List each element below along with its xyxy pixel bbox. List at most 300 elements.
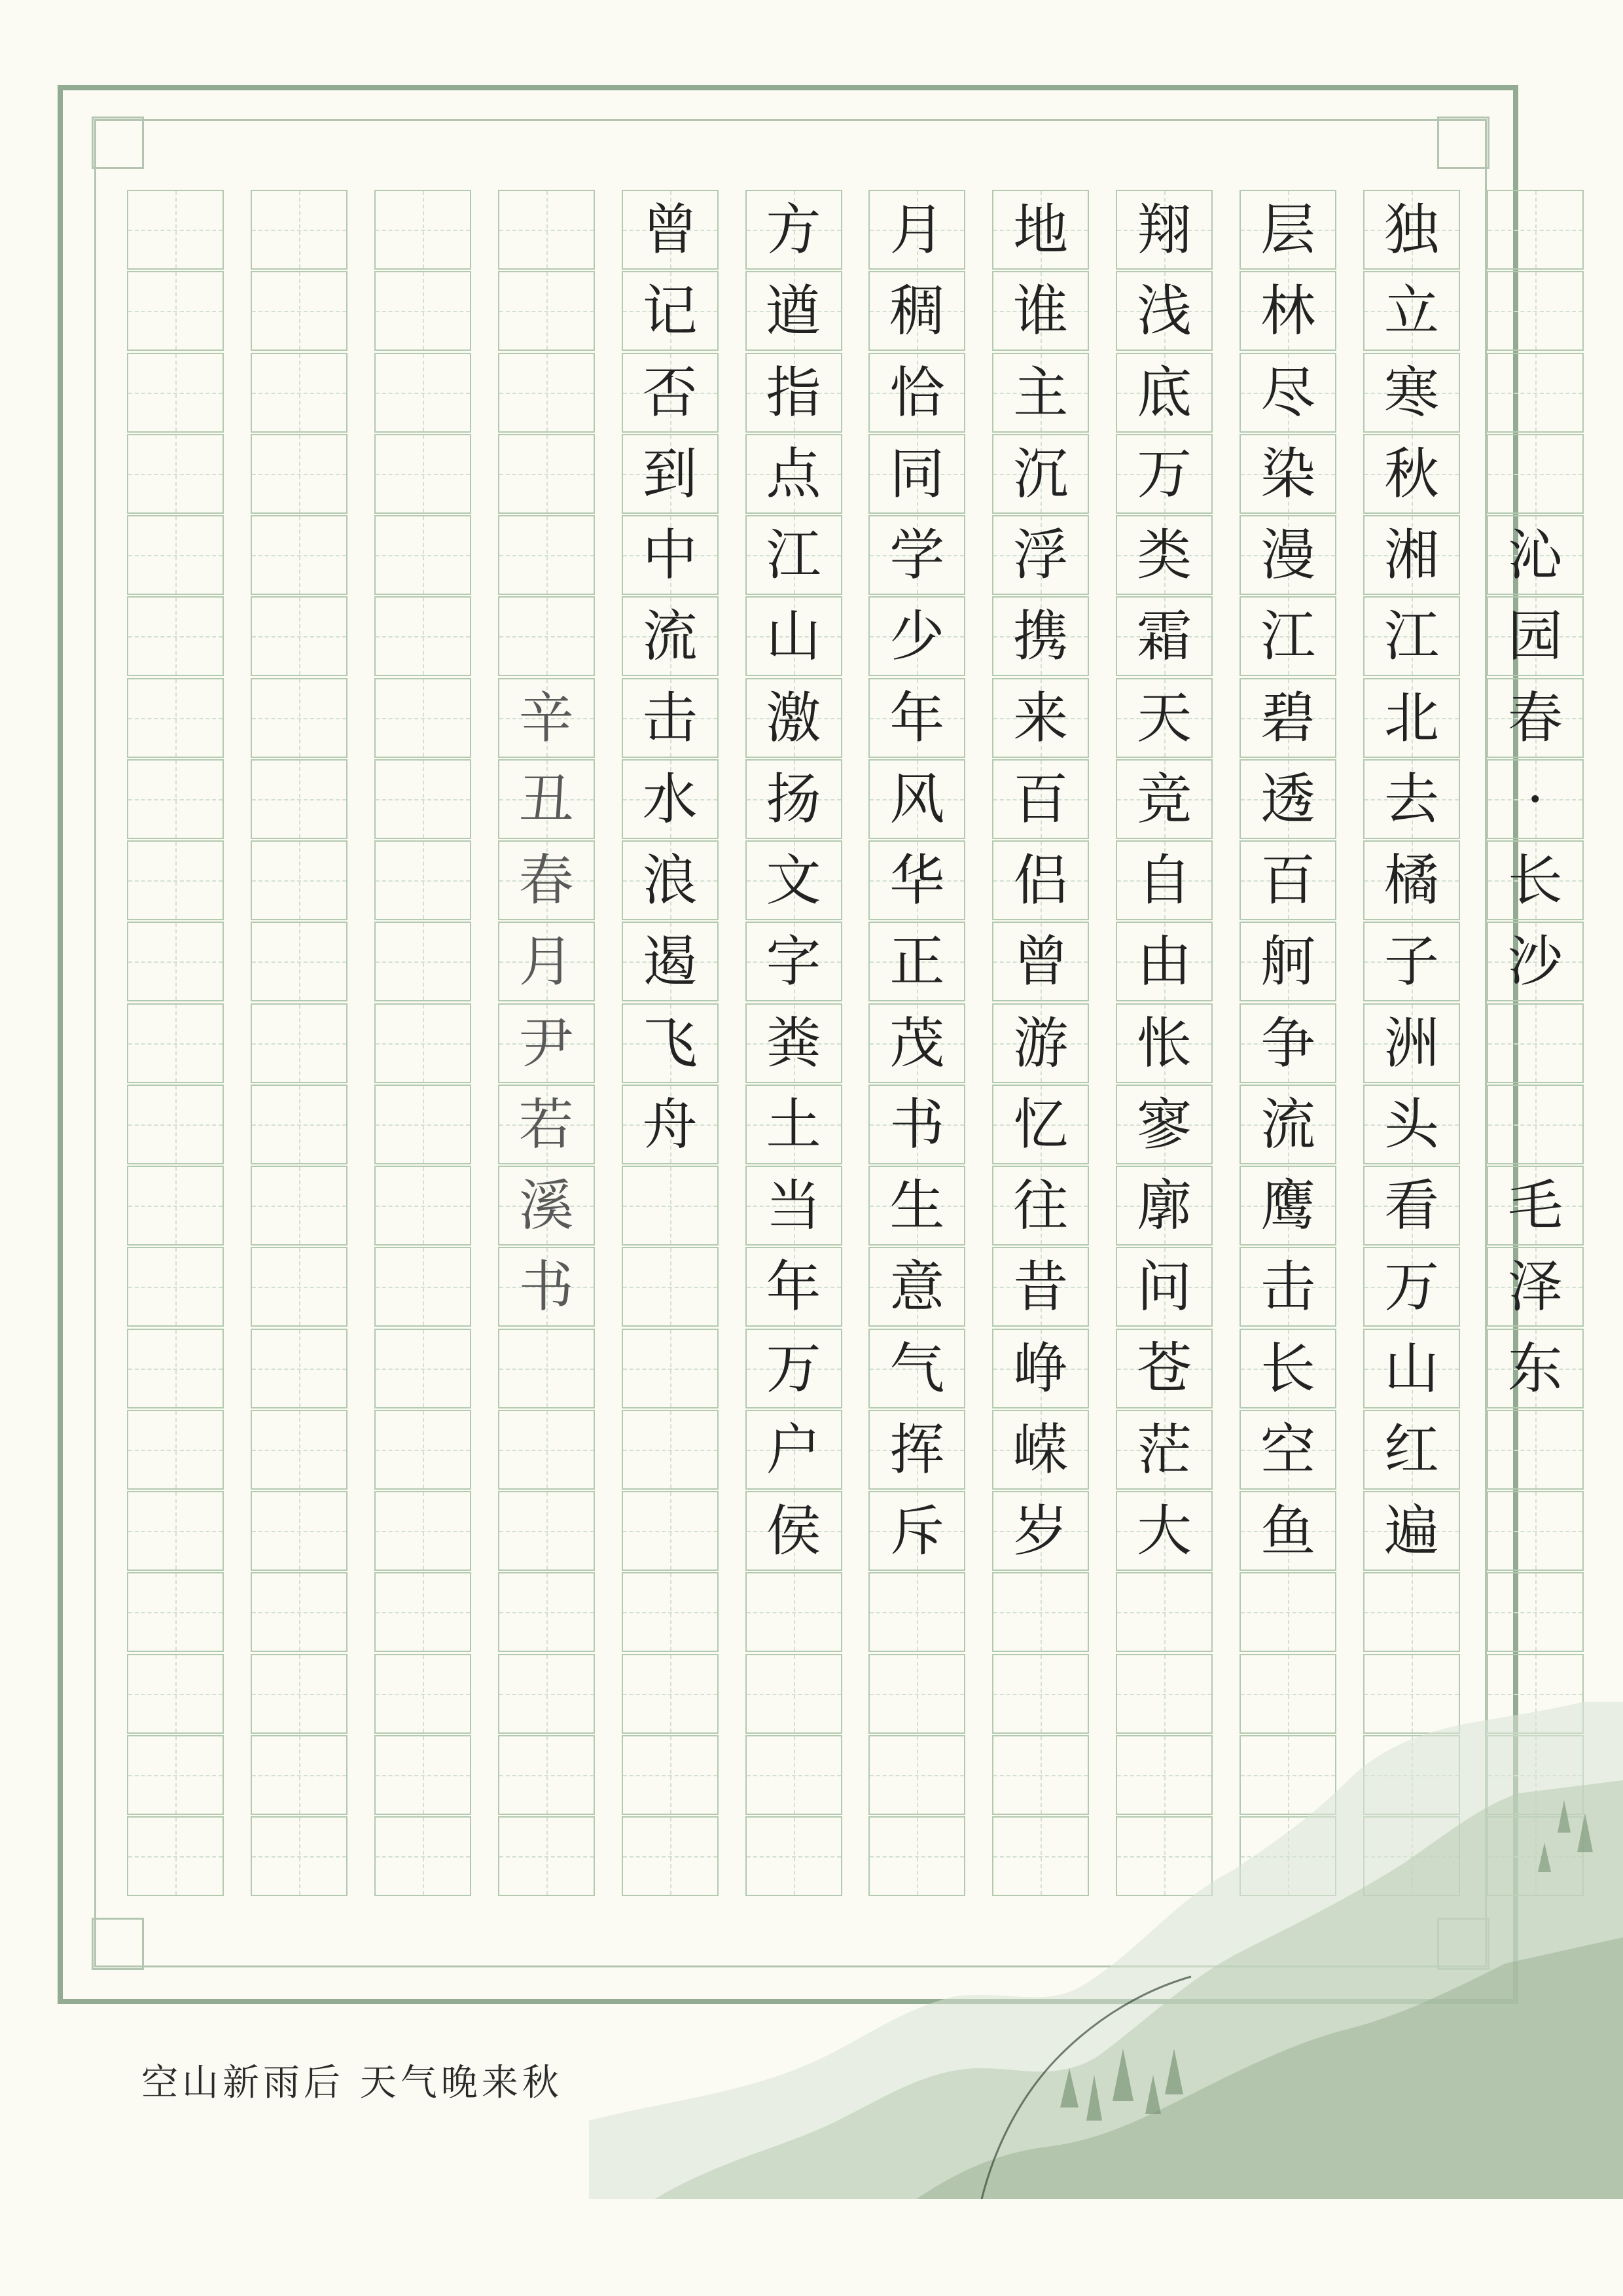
grid-cell — [374, 1247, 471, 1327]
corner-ornament-top-left — [92, 117, 144, 169]
grid-cell — [622, 1491, 719, 1571]
grid-cell — [1240, 1572, 1336, 1652]
grid-cell — [1240, 1247, 1336, 1327]
grid-character — [1488, 1818, 1582, 1895]
grid-character — [128, 435, 223, 512]
grid-cell — [127, 190, 224, 270]
grid-character — [1117, 1655, 1211, 1732]
grid-character — [252, 1086, 346, 1163]
grid-character — [376, 1248, 470, 1325]
grid-cell — [1116, 1085, 1213, 1164]
grid-cell — [127, 1735, 224, 1815]
grid-character: 字 — [766, 929, 821, 994]
grid-cell — [1487, 353, 1584, 433]
grid-character: 廓 — [1137, 1174, 1192, 1238]
grid-character: 主 — [1013, 360, 1069, 425]
grid-cell — [1240, 759, 1336, 839]
grid-cell — [127, 1410, 224, 1490]
grid-character: 华 — [889, 848, 945, 912]
corner-ornament-top-right — [1437, 117, 1489, 169]
grid-cell — [498, 1329, 595, 1408]
grid-column-body — [622, 190, 719, 1896]
grid-character — [623, 1655, 717, 1732]
grid-cell — [1363, 840, 1460, 920]
grid-cell — [868, 190, 965, 270]
grid-character — [376, 761, 470, 838]
grid-cell — [992, 1247, 1089, 1327]
grid-cell — [622, 190, 719, 270]
grid-character — [1488, 1005, 1582, 1082]
grid-character — [376, 1736, 470, 1814]
grid-cell — [1487, 1085, 1584, 1164]
grid-character — [376, 1492, 470, 1570]
grid-character — [623, 1330, 717, 1407]
grid-character — [128, 272, 223, 350]
grid-character: 地 — [1013, 198, 1069, 262]
grid-cell — [868, 840, 965, 920]
grid-cell — [127, 1003, 224, 1083]
grid-character: 舸 — [1260, 929, 1316, 994]
grid-character — [252, 354, 346, 431]
grid-cell — [374, 1166, 471, 1246]
grid-character — [376, 1167, 470, 1244]
grid-cell — [251, 1491, 348, 1571]
grid-cell — [868, 271, 965, 351]
grid-character: 茫 — [1137, 1417, 1192, 1482]
grid-column-empty — [127, 190, 224, 1896]
grid-character — [623, 1573, 717, 1651]
grid-cell — [745, 353, 842, 433]
grid-character — [1364, 1573, 1459, 1651]
grid-cell — [251, 922, 348, 1001]
grid-character: 长 — [1260, 1336, 1316, 1401]
grid-cell — [745, 922, 842, 1001]
grid-cell — [374, 1329, 471, 1408]
grid-character — [747, 1736, 841, 1814]
grid-character — [252, 1005, 346, 1082]
grid-character — [252, 1573, 346, 1651]
grid-cell — [127, 434, 224, 514]
grid-character — [1117, 1573, 1211, 1651]
grid-cell — [1363, 759, 1460, 839]
grid-cell — [1116, 190, 1213, 270]
grid-character — [376, 1818, 470, 1895]
grid-character: 北 — [1383, 685, 1439, 750]
grid-cell — [1363, 596, 1460, 676]
grid-character — [1488, 1086, 1582, 1163]
grid-character: 水 — [642, 766, 698, 831]
grid-character: 气 — [889, 1336, 945, 1401]
grid-cell — [992, 1410, 1089, 1490]
grid-character — [623, 1248, 717, 1325]
grid-cell — [127, 271, 224, 351]
grid-cell — [1487, 1329, 1584, 1408]
grid-cell — [1363, 1166, 1460, 1246]
grid-cell — [1487, 1003, 1584, 1083]
grid-cell — [1116, 840, 1213, 920]
grid-cell — [992, 840, 1089, 920]
grid-cell — [251, 515, 348, 595]
grid-character: 风 — [889, 766, 945, 831]
grid-cell — [251, 840, 348, 920]
grid-character — [499, 1492, 594, 1570]
grid-character — [1488, 272, 1582, 350]
grid-character: 春 — [518, 848, 574, 912]
grid-cell — [127, 840, 224, 920]
grid-character: 头 — [1383, 1092, 1439, 1157]
grid-cell — [498, 1816, 595, 1896]
grid-character: 碧 — [1260, 685, 1316, 750]
grid-cell — [868, 596, 965, 676]
grid-cell — [251, 1166, 348, 1246]
grid-cell — [745, 1166, 842, 1246]
grid-cell — [1240, 1654, 1336, 1734]
grid-cell — [127, 353, 224, 433]
grid-character: 尽 — [1260, 360, 1316, 425]
grid-cell — [745, 678, 842, 758]
grid-character: 粪 — [766, 1011, 821, 1075]
grid-character — [993, 1573, 1088, 1651]
grid-character — [252, 272, 346, 350]
grid-cell — [992, 596, 1089, 676]
grid-column-body — [868, 190, 965, 1896]
grid-cell — [745, 596, 842, 676]
grid-cell — [1363, 1410, 1460, 1490]
grid-character: 土 — [766, 1092, 821, 1157]
grid-cell — [498, 190, 595, 270]
grid-cell — [498, 271, 595, 351]
grid-cell — [251, 759, 348, 839]
grid-character: 挥 — [889, 1417, 945, 1482]
grid-cell — [1487, 1491, 1584, 1571]
grid-character: 江 — [766, 523, 821, 587]
grid-character: 寥 — [1137, 1092, 1192, 1157]
grid-character — [128, 842, 223, 919]
grid-cell — [498, 1410, 595, 1490]
grid-cell — [868, 1003, 965, 1083]
grid-character — [128, 1248, 223, 1325]
grid-character: 长 — [1507, 848, 1563, 912]
grid-character — [252, 598, 346, 675]
grid-character: 舟 — [642, 1092, 698, 1157]
grid-cell — [251, 1654, 348, 1734]
grid-character — [870, 1655, 964, 1732]
grid-cell — [251, 190, 348, 270]
grid-cell — [374, 759, 471, 839]
grid-character — [252, 1736, 346, 1814]
grid-character — [252, 1330, 346, 1407]
grid-cell — [1240, 1410, 1336, 1490]
grid-cell — [1116, 1166, 1213, 1246]
grid-cell — [1363, 1816, 1460, 1896]
grid-cell — [992, 678, 1089, 758]
grid-character: 恰 — [889, 360, 945, 425]
grid-character — [1488, 1492, 1582, 1570]
grid-character — [747, 1818, 841, 1895]
grid-cell — [622, 840, 719, 920]
grid-cell — [1487, 190, 1584, 270]
grid-character: 峥 — [1013, 1336, 1069, 1401]
grid-character — [747, 1655, 841, 1732]
grid-character: 独 — [1383, 198, 1439, 262]
grid-column-empty — [374, 190, 471, 1896]
grid-character — [376, 923, 470, 1000]
grid-cell — [1363, 353, 1460, 433]
grid-cell — [498, 1247, 595, 1327]
grid-character: 浪 — [642, 848, 698, 912]
grid-character: 少 — [889, 604, 945, 669]
grid-cell — [992, 190, 1089, 270]
grid-character — [376, 842, 470, 919]
grid-character: 山 — [1383, 1336, 1439, 1401]
grid-character: 嵘 — [1013, 1417, 1069, 1482]
grid-character — [128, 1086, 223, 1163]
grid-character: 忆 — [1013, 1092, 1069, 1157]
grid-cell — [868, 678, 965, 758]
grid-character — [499, 354, 594, 431]
grid-cell — [1240, 1003, 1336, 1083]
grid-character: 问 — [1137, 1255, 1192, 1319]
grid-cell — [1116, 1410, 1213, 1490]
grid-column-body — [745, 190, 842, 1896]
grid-cell — [498, 1735, 595, 1815]
grid-character — [128, 1655, 223, 1732]
grid-character: 百 — [1260, 848, 1316, 912]
grid-character: 飞 — [642, 1011, 698, 1075]
grid-cell — [127, 1491, 224, 1571]
grid-character — [128, 598, 223, 675]
grid-cell — [992, 1572, 1089, 1652]
grid-cell — [374, 840, 471, 920]
grid-cell — [251, 678, 348, 758]
grid-cell — [992, 1654, 1089, 1734]
grid-character — [1241, 1818, 1335, 1895]
grid-cell — [1240, 596, 1336, 676]
grid-character: 辛 — [518, 685, 574, 750]
grid-character: 洲 — [1383, 1011, 1439, 1075]
grid-cell — [1116, 271, 1213, 351]
grid-character: 红 — [1383, 1417, 1439, 1482]
grid-character: 来 — [1013, 685, 1069, 750]
grid-cell — [374, 353, 471, 433]
grid-cell — [1116, 1654, 1213, 1734]
grid-character: 谁 — [1013, 279, 1069, 344]
grid-character: 月 — [889, 198, 945, 262]
grid-cell — [374, 434, 471, 514]
grid-character: 看 — [1383, 1174, 1439, 1238]
grid-cell — [1116, 678, 1213, 758]
grid-cell — [1240, 190, 1336, 270]
grid-character: 昔 — [1013, 1255, 1069, 1319]
grid-character: 怅 — [1137, 1011, 1192, 1075]
grid-cell — [1116, 1572, 1213, 1652]
grid-cell — [745, 1572, 842, 1652]
grid-cell — [1363, 515, 1460, 595]
grid-cell — [1363, 678, 1460, 758]
grid-character — [376, 516, 470, 594]
grid-cell — [374, 922, 471, 1001]
grid-character — [499, 598, 594, 675]
grid-cell — [127, 596, 224, 676]
grid-character: 沙 — [1507, 929, 1563, 994]
grid-cell — [1116, 922, 1213, 1001]
grid-character: 空 — [1260, 1417, 1316, 1482]
grid-cell — [868, 1085, 965, 1164]
grid-character: 扬 — [766, 766, 821, 831]
writing-grid — [127, 190, 1563, 1896]
grid-cell — [622, 1572, 719, 1652]
grid-character — [993, 1818, 1088, 1895]
grid-cell — [1487, 1735, 1584, 1815]
grid-character: 指 — [766, 360, 821, 425]
grid-character — [376, 1411, 470, 1488]
grid-character — [252, 1818, 346, 1895]
grid-cell — [1116, 515, 1213, 595]
grid-character — [376, 354, 470, 431]
grid-character: 书 — [889, 1092, 945, 1157]
grid-character — [1117, 1736, 1211, 1814]
grid-cell — [1116, 596, 1213, 676]
grid-cell — [622, 1003, 719, 1083]
grid-character — [252, 1655, 346, 1732]
grid-cell — [745, 1247, 842, 1327]
grid-cell — [622, 759, 719, 839]
grid-character: 沁 — [1507, 523, 1563, 587]
grid-character — [252, 191, 346, 268]
grid-cell — [251, 1735, 348, 1815]
grid-cell — [992, 1735, 1089, 1815]
grid-character: 山 — [766, 604, 821, 669]
grid-character: 子 — [1383, 929, 1439, 994]
grid-cell — [498, 922, 595, 1001]
grid-character: 书 — [518, 1255, 574, 1319]
grid-column-body — [1240, 190, 1336, 1896]
grid-cell — [1487, 759, 1584, 839]
grid-character — [1364, 1736, 1459, 1814]
grid-character: 侯 — [766, 1499, 821, 1563]
grid-cell — [374, 1085, 471, 1164]
grid-cell — [251, 353, 348, 433]
grid-cell — [374, 596, 471, 676]
grid-character — [128, 923, 223, 1000]
grid-cell — [992, 759, 1089, 839]
grid-cell — [622, 1329, 719, 1408]
grid-cell — [1116, 1816, 1213, 1896]
grid-cell — [745, 434, 842, 514]
grid-character: 意 — [889, 1255, 945, 1319]
grid-cell — [622, 271, 719, 351]
grid-character — [747, 1573, 841, 1651]
grid-cell — [1487, 1247, 1584, 1327]
grid-character — [252, 1248, 346, 1325]
grid-cell — [1116, 1491, 1213, 1571]
grid-cell — [127, 1572, 224, 1652]
grid-character: 橘 — [1383, 848, 1439, 912]
grid-character — [128, 1573, 223, 1651]
grid-cell — [868, 759, 965, 839]
grid-cell — [251, 271, 348, 351]
grid-character: 流 — [1260, 1092, 1316, 1157]
grid-cell — [745, 840, 842, 920]
grid-cell — [1487, 1166, 1584, 1246]
grid-cell — [251, 1247, 348, 1327]
grid-cell — [251, 1085, 348, 1164]
grid-cell — [992, 922, 1089, 1001]
grid-character: 争 — [1260, 1011, 1316, 1075]
grid-character: 点 — [766, 441, 821, 506]
grid-cell — [1487, 515, 1584, 595]
grid-cell — [1240, 434, 1336, 514]
grid-cell — [622, 1735, 719, 1815]
grid-cell — [992, 271, 1089, 351]
grid-character: 遍 — [1383, 1499, 1439, 1563]
grid-character — [252, 516, 346, 594]
grid-cell — [622, 434, 719, 514]
grid-cell — [868, 1247, 965, 1327]
grid-cell — [868, 1491, 965, 1571]
grid-cell — [992, 515, 1089, 595]
grid-cell — [745, 1816, 842, 1896]
grid-character — [128, 761, 223, 838]
grid-character — [128, 1736, 223, 1814]
grid-character: 斥 — [889, 1499, 945, 1563]
grid-character: 自 — [1137, 848, 1192, 912]
grid-character: 流 — [642, 604, 698, 669]
grid-character: 遒 — [766, 279, 821, 344]
grid-column-signature — [498, 190, 595, 1896]
grid-character — [499, 1655, 594, 1732]
grid-character: 立 — [1383, 279, 1439, 344]
grid-cell — [374, 271, 471, 351]
grid-cell — [1116, 1247, 1213, 1327]
grid-character: 湘 — [1383, 523, 1439, 587]
grid-character: 携 — [1013, 604, 1069, 669]
grid-character — [252, 1492, 346, 1570]
grid-character — [128, 679, 223, 757]
grid-cell — [868, 1654, 965, 1734]
grid-character — [128, 1411, 223, 1488]
grid-cell — [992, 1816, 1089, 1896]
grid-character: 记 — [642, 279, 698, 344]
grid-cell — [745, 1654, 842, 1734]
grid-cell — [622, 1816, 719, 1896]
grid-cell — [1487, 1572, 1584, 1652]
grid-character: 春 — [1507, 685, 1563, 750]
grid-cell — [498, 353, 595, 433]
grid-cell — [251, 596, 348, 676]
grid-character — [623, 1411, 717, 1488]
grid-cell — [374, 515, 471, 595]
grid-character: 江 — [1383, 604, 1439, 669]
grid-character: 透 — [1260, 766, 1316, 831]
grid-cell — [868, 1572, 965, 1652]
grid-character — [993, 1736, 1088, 1814]
grid-character: 江 — [1260, 604, 1316, 669]
grid-cell — [1363, 1003, 1460, 1083]
grid-cell — [1240, 1816, 1336, 1896]
grid-cell — [374, 678, 471, 758]
grid-cell — [374, 1491, 471, 1571]
grid-cell — [1116, 353, 1213, 433]
grid-character: 鹰 — [1260, 1174, 1316, 1238]
grid-character — [128, 1005, 223, 1082]
grid-character: 否 — [642, 360, 698, 425]
grid-cell — [1240, 1166, 1336, 1246]
grid-character — [499, 191, 594, 268]
grid-character: 到 — [642, 441, 698, 506]
grid-character: 若 — [518, 1092, 574, 1157]
grid-character — [376, 435, 470, 512]
